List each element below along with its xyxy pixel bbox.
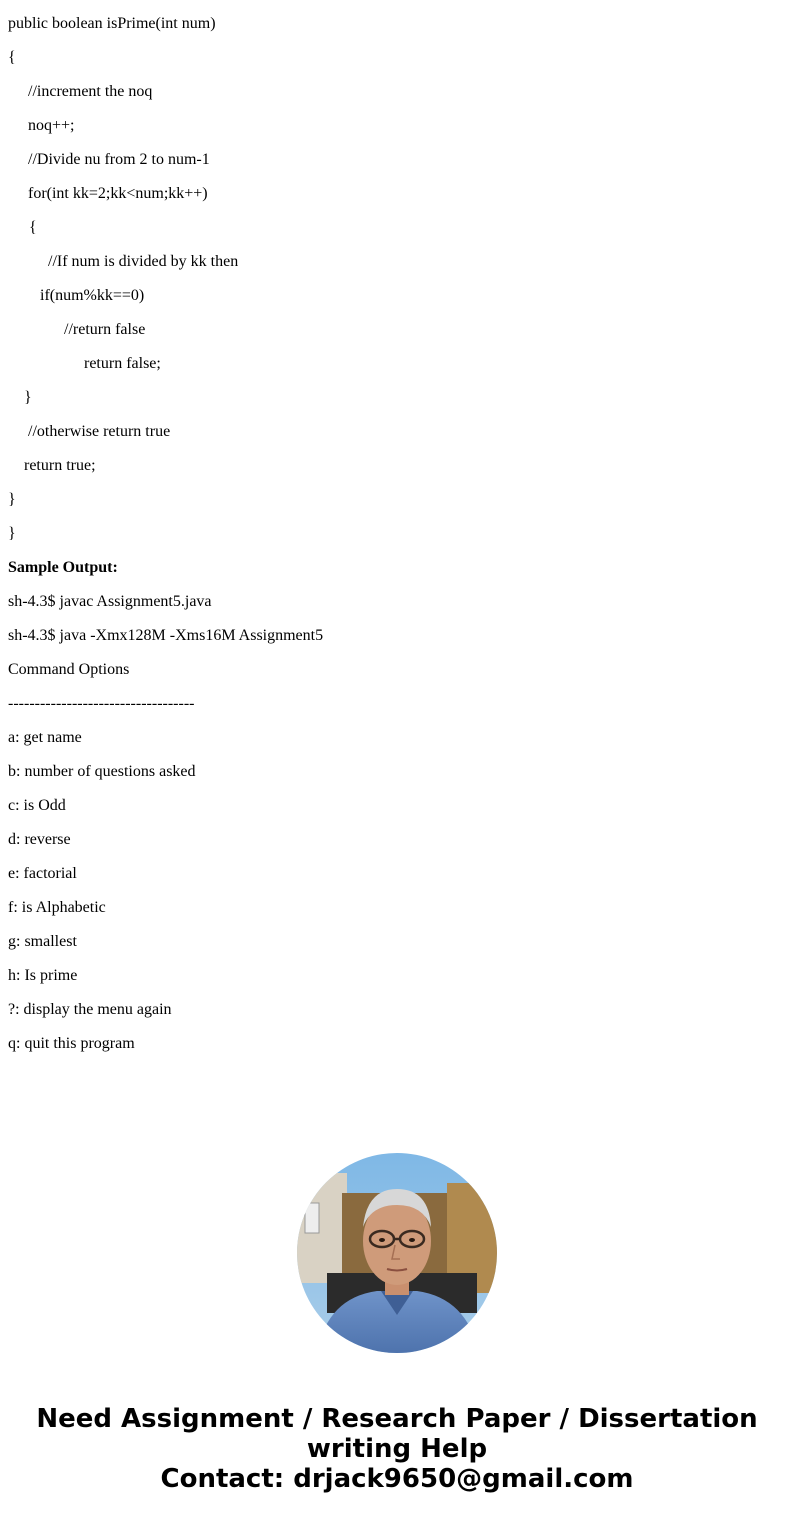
code-line: //If num is divided by kk then [48,253,239,270]
author-photo-illustration [297,1153,497,1353]
footer-line-2: writing Help [306,1434,488,1464]
footer-contact-email: Contact: drjack9650@gmail.com [160,1464,634,1494]
code-line: } [8,491,16,508]
output-line: e: factorial [8,865,77,882]
output-line: f: is Alphabetic [8,899,106,916]
output-line: Command Options [8,661,130,678]
footer-contact [0,1404,794,1494]
output-line: g: smallest [8,933,77,950]
code-line: //increment the noq [28,83,153,100]
output-line: h: Is prime [8,967,78,984]
code-line: if(num%kk==0) [40,287,145,304]
output-line: ?: display the menu again [8,1001,172,1018]
footer-line-1: Need Assignment / Research Paper / Dissertation [36,1404,758,1434]
code-line: noq++; [28,117,75,134]
output-line: sh-4.3$ java -Xmx128M -Xms16M Assignment5 [8,627,324,644]
code-line: //return false [64,321,146,338]
output-line: d: reverse [8,831,71,848]
output-line: ----------------------------------- [8,695,195,712]
code-line: } [24,389,32,406]
code-line: } [8,525,16,542]
output-line: q: quit this program [8,1035,135,1052]
output-line: b: number of questions asked [8,763,196,780]
code-line: //otherwise return true [28,423,171,440]
sample-output-heading: Sample Output: [8,559,118,576]
document-body [8,14,788,1068]
code-line: return false; [84,355,161,372]
code-line: return true; [24,457,96,474]
code-block [8,14,788,558]
code-line: { [8,49,16,66]
code-line: public boolean isPrime(int num) [8,15,216,32]
author-photo [297,1153,497,1353]
code-line: for(int kk=2;kk<num;kk++) [28,185,208,202]
output-line: sh-4.3$ javac Assignment5.java [8,593,212,610]
code-line: { [29,219,37,236]
output-line: c: is Odd [8,797,66,814]
sample-output-block [8,592,788,1068]
code-line: //Divide nu from 2 to num-1 [28,151,210,168]
output-line: a: get name [8,729,82,746]
